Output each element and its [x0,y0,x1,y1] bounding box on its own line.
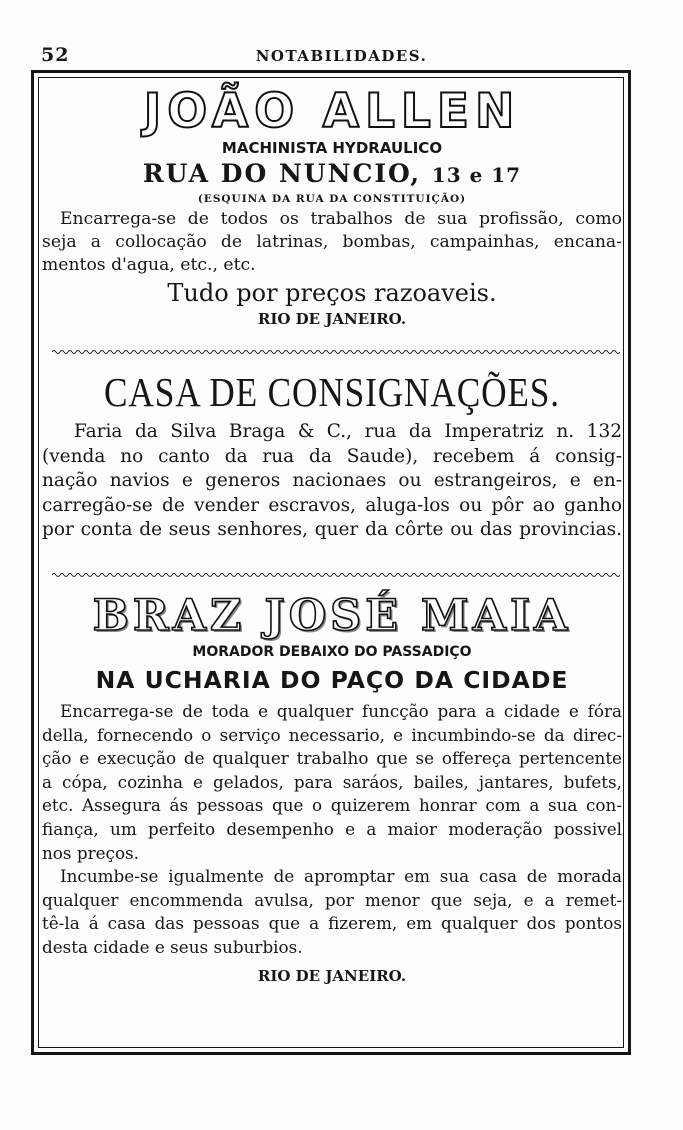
ad3-body-line: ção e execução de qualquer trabalho que se offereça pertencente [42,748,622,769]
ad1-subtitle: MACHINISTA HYDRAULICO [221,139,443,157]
ad2-body-line: carregão-se de vender escravos, aluga-los ou pôr ao ganho [42,494,622,516]
ad1-body [42,208,622,276]
ad2-body-line: nação navios e generos nacionaes ou estrangeiros, e en- [42,470,622,492]
ad1-city: RIO DE JANEIRO. [257,310,407,329]
running-head: NOTABILIDADES. [255,47,428,65]
ad2-body [42,420,622,543]
ad1-body-line: seja a collocação de latrinas, bombas, campainhas, encana- [42,231,622,252]
ad1-address [42,158,622,191]
ad1-street: RUA DO NUNCIO, [142,159,422,188]
ad3-city: RIO DE JANEIRO. [257,966,407,985]
ad2-body-line: por conta de seus senhores, quer da côrte ou das provincias. [42,519,622,541]
ad3-body-line: tê-la á casa das pessoas que a fizerem, em qualquer dos pontos [42,913,622,934]
ad3-body-line: qualquer encommenda avulsa, por menor que seja, e a remet- [42,889,622,910]
ad3-body-line: nos preços. [42,842,140,863]
wavy-divider [52,349,620,355]
ad2-title: CASA DE CONSIGNAÇÕES. [104,369,560,415]
ad3-body-line: Encarrega-se de toda e qualquer funcção para a cidade e fóra [60,701,622,721]
ad3-body [42,700,622,960]
ad-casa-de-consignacoes [42,364,622,543]
ad3-body-line: Incumbe-se igualmente de apromptar em sua casa de morada [60,866,622,887]
ad3-body-line: fiança, um perfeito desempenho e a maior moderação possivel [42,818,622,839]
ad-joao-allen [42,86,622,329]
ad3-subtitle: MORADOR DEBAIXO DO PASSADIÇO [192,644,472,660]
wavy-divider [52,572,620,578]
ad1-corner: (ESQUINA DA RUA DA CONSTITUIÇÃO) [197,193,467,205]
ad3-body-line: desta cidade e seus suburbios. [42,936,303,957]
ad2-body-line: (venda no canto da rua da Saude), recebem á consig- [42,445,622,467]
ad3-title: BRAZ JOSÉ MAIA [92,591,572,641]
page-number: 52 [41,44,70,66]
ad1-body-line: Encarrega-se de todos os trabalhos de sua profissão, como [60,209,622,229]
ad3-body-line: etc. Assegura ás pessoas que o quizerem honrar com a sua con- [42,795,622,816]
ad1-body-line: mentos d'agua, etc., etc. [42,254,256,275]
ad1-title: JOÃO ALLEN [143,84,521,139]
ad3-body-line: a cópa, cozinha e gelados, para saráos, bailes, jantares, bufets, [42,771,622,792]
ad3-body-line: della, fornecendo o serviço necessario, e incumbindo-se da direc- [42,724,622,745]
ad1-street-numbers: 13 e 17 [431,163,522,187]
ad1-slogan: Tudo por preços razoaveis. [167,279,497,308]
ad3-location: NA UCHARIA DO PAÇO DA CIDADE [95,666,569,694]
ad-braz-jose-maia [42,590,622,986]
ad2-body-line: Faria da Silva Braga & C., rua da Imperatriz n. 132 [74,421,622,442]
